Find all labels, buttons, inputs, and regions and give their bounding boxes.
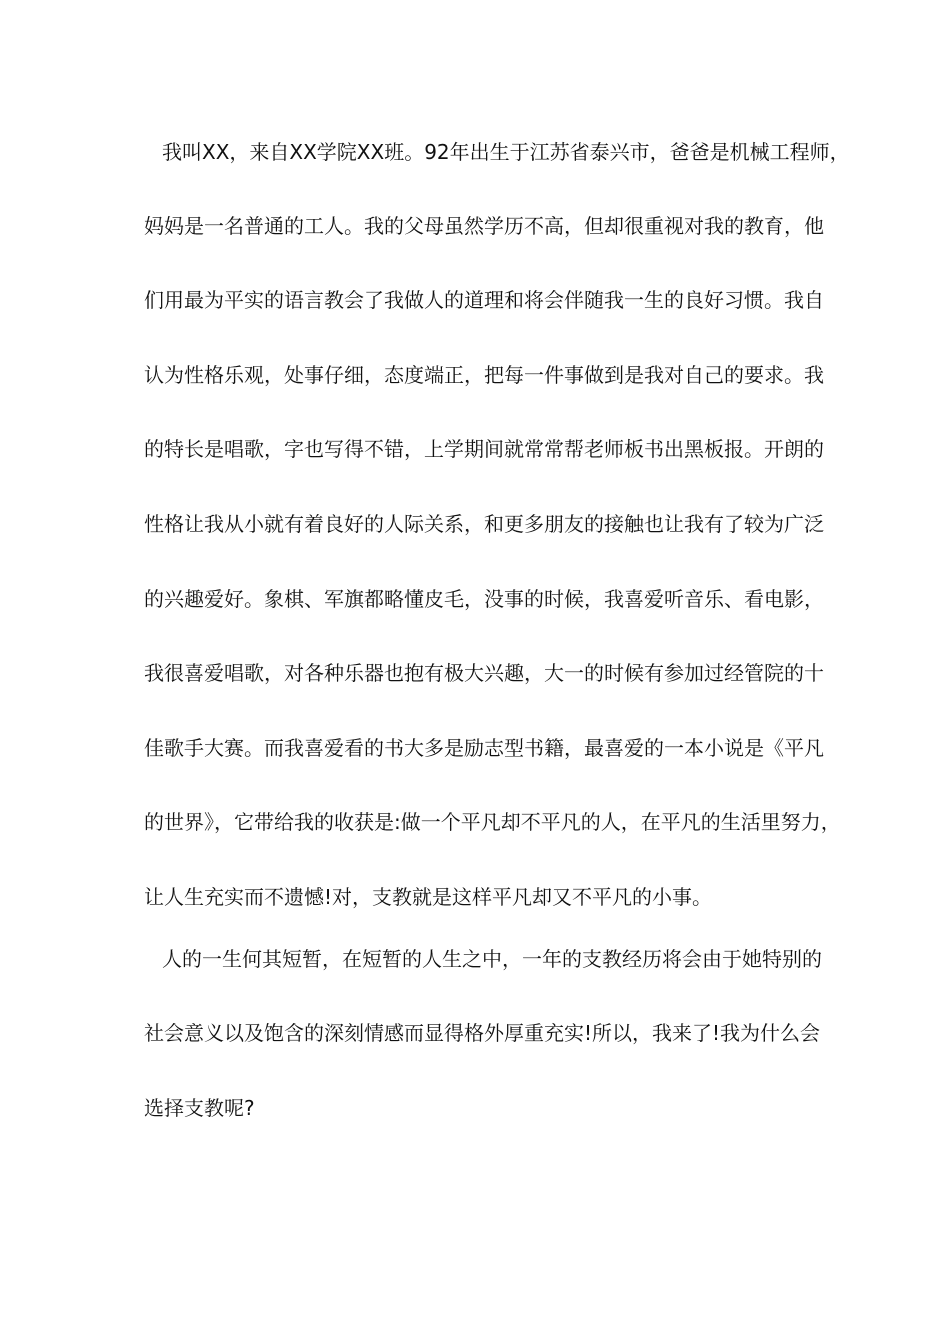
- text-line: 的特长是唱歌，字也写得不错，上学期间就常常帮老师板书出黑板报。开朗的: [144, 437, 824, 461]
- text-line: 的世界》，它带给我的收获是:做一个平凡却不平凡的人，在平凡的生活里努力，: [144, 810, 841, 834]
- text-line: 性格让我从小就有着良好的人际关系，和更多朋友的接触也让我有了较为广泛: [144, 512, 824, 536]
- text-line: 们用最为平实的语言教会了我做人的道理和将会伴随我一生的良好习惯。我自: [144, 288, 824, 312]
- text-line: 佳歌手大赛。而我喜爱看的书大多是励志型书籍，最喜爱的一本小说是《平凡: [144, 736, 824, 760]
- text-line: 认为性格乐观，处事仔细，态度端正，把每一件事做到是我对自己的要求。我: [144, 363, 824, 387]
- text-line: 让人生充实而不遗憾!对，支教就是这样平凡却又不平凡的小事。: [144, 885, 713, 909]
- text-line: 妈妈是一名普通的工人。我的父母虽然学历不高，但却很重视对我的教育，他: [144, 214, 824, 238]
- text-line: 人的一生何其短暂，在短暂的人生之中，一年的支教经历将会由于她特别的: [162, 947, 822, 971]
- text-line: 我很喜爱唱歌，对各种乐器也抱有极大兴趣，大一的时候有参加过经管院的十: [144, 661, 824, 685]
- text-line: 社会意义以及饱含的深刻情感而显得格外厚重充实!所以，我来了!我为什么会: [144, 1021, 821, 1045]
- text-line: 选择支教呢?: [144, 1096, 255, 1120]
- text-line: 的兴趣爱好。象棋、军旗都略懂皮毛，没事的时候，我喜爱听音乐、看电影，: [144, 587, 824, 611]
- text-line: 我叫XX，来自XX学院XX班。92年出生于江苏省泰兴市，爸爸是机械工程师，: [162, 140, 850, 164]
